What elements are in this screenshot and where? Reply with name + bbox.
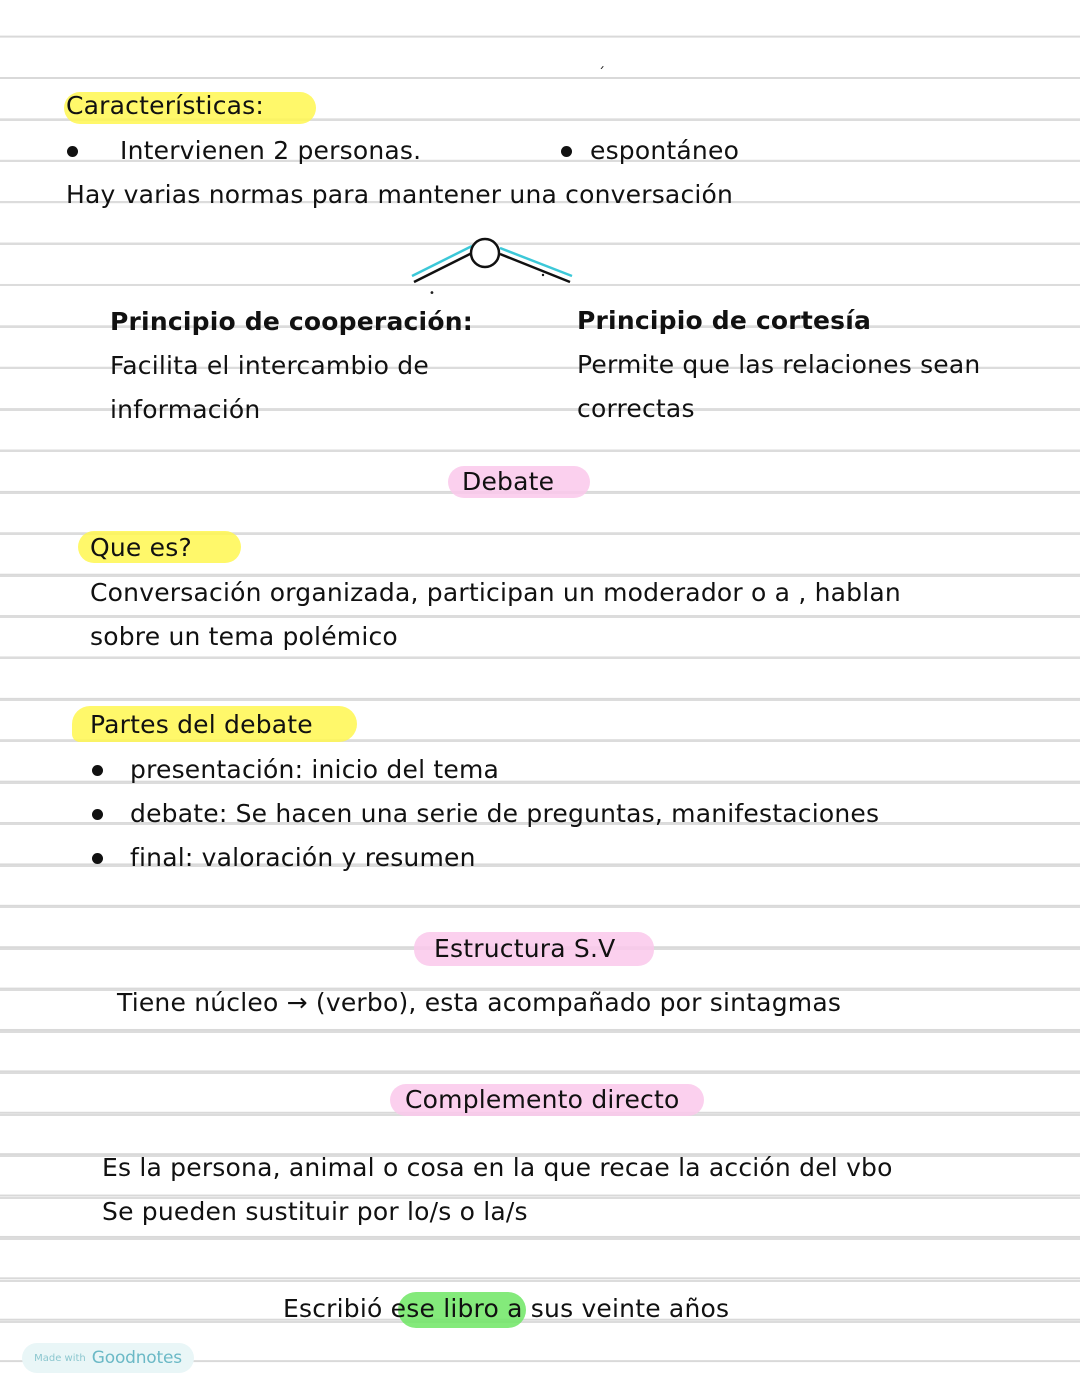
text-que-es-line2: sobre un tema polémico bbox=[90, 622, 398, 651]
text-cooperacion-line2: información bbox=[110, 395, 261, 424]
ruled-line bbox=[0, 1280, 1080, 1282]
branch-diagram-icon bbox=[400, 232, 590, 292]
ruled-line bbox=[0, 699, 1080, 701]
bullet-text: Intervienen 2 personas. bbox=[120, 136, 422, 165]
ruled-line bbox=[0, 1031, 1080, 1033]
example-after: a sus veinte años bbox=[498, 1294, 730, 1323]
text-cortesia-line2: correctas bbox=[577, 394, 695, 423]
stray-pen-mark: ´ bbox=[598, 66, 605, 82]
bullet-icon bbox=[561, 146, 572, 157]
ruled-line bbox=[0, 1238, 1080, 1240]
example-highlighted: ese libro bbox=[390, 1294, 499, 1323]
title-principio-cooperacion: Principio de cooperación: bbox=[110, 307, 473, 336]
text-cd-line1: Es la persona, animal o cosa en la que recae la acción del vbo bbox=[102, 1153, 893, 1182]
text-estructura-sv: Tiene núcleo → (verbo), esta acompañado por sintagmas bbox=[117, 988, 842, 1017]
ruled-line bbox=[0, 616, 1080, 618]
bullet-icon bbox=[67, 146, 78, 157]
text-que-es-line1: Conversación organizada, participan un moderador o a , hablan bbox=[90, 578, 901, 607]
text-cortesia-line1: Permite que las relaciones sean bbox=[577, 350, 981, 379]
watermark-brand: Goodnotes bbox=[91, 1348, 182, 1368]
list-item: debate: Se hacen una serie de preguntas, manifestaciones bbox=[130, 799, 880, 828]
title-debate: Debate bbox=[462, 467, 555, 496]
goodnotes-watermark bbox=[22, 1343, 194, 1373]
ruled-line bbox=[0, 450, 1080, 452]
heading-partes-debate: Partes del debate bbox=[90, 710, 313, 739]
title-principio-cortesia: Principio de cortesía bbox=[577, 306, 872, 335]
bullet-icon bbox=[92, 853, 103, 864]
text-cooperacion-line1: Facilita el intercambio de bbox=[110, 351, 429, 380]
watermark-prefix: Made with bbox=[34, 1352, 86, 1364]
bullet-icon bbox=[92, 765, 103, 776]
ruled-line bbox=[0, 657, 1080, 659]
example-sentence bbox=[283, 1293, 729, 1325]
list-item: final: valoración y resumen bbox=[130, 843, 476, 872]
text-cd-line2: Se pueden sustituir por lo/s o la/s bbox=[102, 1197, 528, 1226]
ruled-line bbox=[0, 906, 1080, 908]
title-estructura-sv: Estructura S.V bbox=[434, 934, 616, 963]
example-before: Escribió bbox=[283, 1294, 391, 1323]
heading-caracteristicas: Características: bbox=[66, 91, 265, 120]
title-complemento-directo: Complemento directo bbox=[405, 1085, 680, 1114]
list-item: presentación: inicio del tema bbox=[130, 755, 500, 784]
note-text: Hay varias normas para mantener una conversación bbox=[66, 180, 734, 209]
bullet-text: espontáneo bbox=[590, 136, 740, 165]
stray-pen-dot: • bbox=[429, 288, 435, 299]
bullet-icon bbox=[92, 809, 103, 820]
heading-que-es: Que es? bbox=[90, 533, 192, 562]
ruled-line bbox=[0, 1072, 1080, 1074]
